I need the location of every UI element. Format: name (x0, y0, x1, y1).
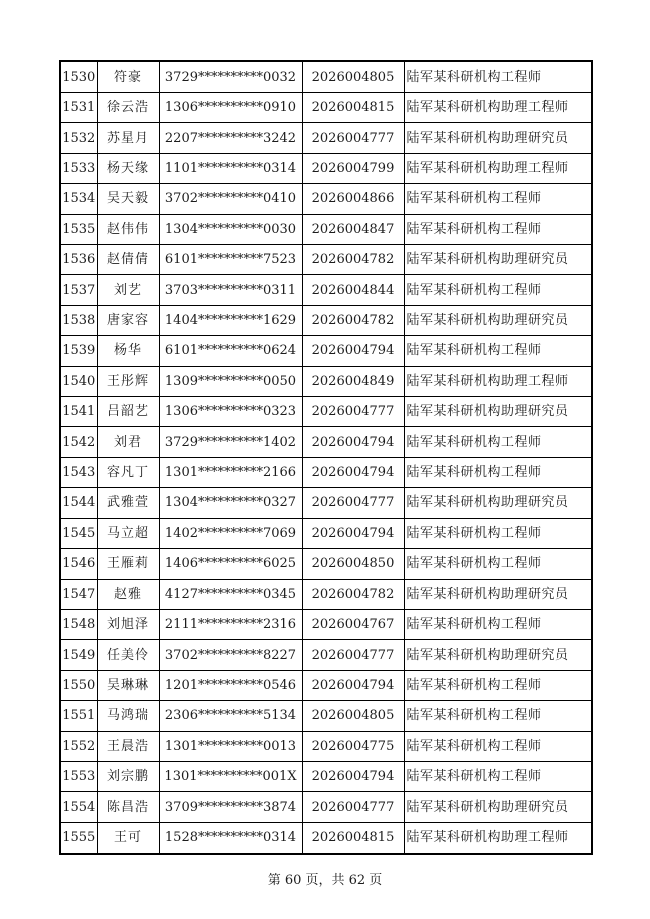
table-row (60, 670, 592, 700)
cell-application-number: 2026004777 (302, 123, 404, 153)
cell-application-number: 2026004794 (302, 427, 404, 457)
cell-name: 刘宗鹏 (97, 761, 159, 791)
table-row (60, 245, 592, 275)
cell-name: 吕韶艺 (97, 397, 159, 427)
cell-application-number: 2026004775 (302, 731, 404, 761)
cell-position-title: 陆军某科研机构工程师 (404, 457, 592, 487)
cell-id-number: 1306**********0910 (159, 93, 302, 123)
table-row (60, 427, 592, 457)
cell-id-number: 1101**********0314 (159, 153, 302, 183)
cell-application-number: 2026004847 (302, 214, 404, 244)
cell-position-title: 陆军某科研机构工程师 (404, 701, 592, 731)
cell-position-title: 陆军某科研机构工程师 (404, 61, 592, 93)
table-row (60, 609, 592, 639)
cell-name: 陈昌浩 (97, 792, 159, 822)
cell-application-number: 2026004782 (302, 305, 404, 335)
cell-row-number: 1555 (60, 822, 97, 854)
cell-application-number: 2026004850 (302, 549, 404, 579)
cell-name: 刘君 (97, 427, 159, 457)
cell-position-title: 陆军某科研机构助理研究员 (404, 245, 592, 275)
cell-id-number: 2111**********2316 (159, 609, 302, 639)
cell-position-title: 陆军某科研机构助理研究员 (404, 488, 592, 518)
cell-id-number: 1306**********0323 (159, 397, 302, 427)
cell-row-number: 1547 (60, 579, 97, 609)
cell-id-number: 3702**********0410 (159, 184, 302, 214)
cell-position-title: 陆军某科研机构助理工程师 (404, 366, 592, 396)
cell-row-number: 1535 (60, 214, 97, 244)
cell-name: 容凡丁 (97, 457, 159, 487)
table-row (60, 579, 592, 609)
cell-name: 武雅萱 (97, 488, 159, 518)
cell-name: 赵倩倩 (97, 245, 159, 275)
cell-name: 王雁莉 (97, 549, 159, 579)
cell-row-number: 1540 (60, 366, 97, 396)
table-row (60, 488, 592, 518)
table-row (60, 761, 592, 791)
cell-application-number: 2026004777 (302, 792, 404, 822)
table-row (60, 366, 592, 396)
cell-name: 唐家容 (97, 305, 159, 335)
cell-name: 刘旭泽 (97, 609, 159, 639)
cell-name: 杨华 (97, 336, 159, 366)
cell-position-title: 陆军某科研机构助理研究员 (404, 305, 592, 335)
cell-position-title: 陆军某科研机构助理研究员 (404, 792, 592, 822)
cell-id-number: 3702**********8227 (159, 640, 302, 670)
cell-application-number: 2026004805 (302, 701, 404, 731)
cell-id-number: 3729**********0032 (159, 61, 302, 93)
cell-position-title: 陆军某科研机构工程师 (404, 427, 592, 457)
cell-position-title: 陆军某科研机构工程师 (404, 761, 592, 791)
cell-name: 吴琳琳 (97, 670, 159, 700)
cell-row-number: 1551 (60, 701, 97, 731)
table-body (60, 61, 592, 854)
cell-row-number: 1541 (60, 397, 97, 427)
cell-position-title: 陆军某科研机构工程师 (404, 184, 592, 214)
table-row (60, 61, 592, 93)
cell-row-number: 1552 (60, 731, 97, 761)
table-row (60, 123, 592, 153)
cell-id-number: 1404**********1629 (159, 305, 302, 335)
cell-name: 吴天毅 (97, 184, 159, 214)
cell-id-number: 1304**********0030 (159, 214, 302, 244)
cell-row-number: 1544 (60, 488, 97, 518)
cell-position-title: 陆军某科研机构工程师 (404, 518, 592, 548)
cell-application-number: 2026004805 (302, 61, 404, 93)
table-row (60, 153, 592, 183)
cell-application-number: 2026004799 (302, 153, 404, 183)
cell-application-number: 2026004794 (302, 761, 404, 791)
cell-row-number: 1554 (60, 792, 97, 822)
cell-row-number: 1536 (60, 245, 97, 275)
cell-position-title: 陆军某科研机构助理研究员 (404, 579, 592, 609)
cell-id-number: 4127**********0345 (159, 579, 302, 609)
cell-name: 符豪 (97, 61, 159, 93)
cell-row-number: 1543 (60, 457, 97, 487)
cell-row-number: 1530 (60, 61, 97, 93)
cell-name: 徐云浩 (97, 93, 159, 123)
cell-application-number: 2026004794 (302, 336, 404, 366)
cell-name: 刘艺 (97, 275, 159, 305)
cell-application-number: 2026004849 (302, 366, 404, 396)
cell-row-number: 1545 (60, 518, 97, 548)
cell-position-title: 陆军某科研机构助理工程师 (404, 93, 592, 123)
cell-application-number: 2026004777 (302, 488, 404, 518)
table-row (60, 93, 592, 123)
table-row (60, 701, 592, 731)
cell-row-number: 1542 (60, 427, 97, 457)
cell-id-number: 1201**********0546 (159, 670, 302, 700)
cell-row-number: 1534 (60, 184, 97, 214)
cell-id-number: 3709**********3874 (159, 792, 302, 822)
cell-row-number: 1537 (60, 275, 97, 305)
table-row (60, 640, 592, 670)
cell-name: 任美伶 (97, 640, 159, 670)
table-row (60, 457, 592, 487)
personnel-roster-table (59, 60, 593, 855)
cell-name: 马立超 (97, 518, 159, 548)
cell-application-number: 2026004777 (302, 397, 404, 427)
cell-position-title: 陆军某科研机构助理研究员 (404, 397, 592, 427)
cell-id-number: 1301**********2166 (159, 457, 302, 487)
cell-id-number: 2306**********5134 (159, 701, 302, 731)
table-row (60, 518, 592, 548)
table-row (60, 792, 592, 822)
cell-application-number: 2026004794 (302, 457, 404, 487)
cell-name: 王可 (97, 822, 159, 854)
cell-position-title: 陆军某科研机构工程师 (404, 214, 592, 244)
cell-position-title: 陆军某科研机构工程师 (404, 275, 592, 305)
table-row (60, 184, 592, 214)
cell-id-number: 1402**********7069 (159, 518, 302, 548)
cell-id-number: 6101**********0624 (159, 336, 302, 366)
cell-id-number: 1301**********0013 (159, 731, 302, 761)
table-row (60, 275, 592, 305)
table-row (60, 336, 592, 366)
cell-position-title: 陆军某科研机构工程师 (404, 549, 592, 579)
cell-application-number: 2026004794 (302, 670, 404, 700)
cell-row-number: 1538 (60, 305, 97, 335)
cell-position-title: 陆军某科研机构工程师 (404, 670, 592, 700)
cell-row-number: 1539 (60, 336, 97, 366)
cell-name: 杨天缘 (97, 153, 159, 183)
cell-row-number: 1548 (60, 609, 97, 639)
cell-id-number: 1406**********6025 (159, 549, 302, 579)
cell-name: 赵伟伟 (97, 214, 159, 244)
cell-id-number: 3703**********0311 (159, 275, 302, 305)
cell-name: 王晨浩 (97, 731, 159, 761)
cell-application-number: 2026004794 (302, 518, 404, 548)
cell-position-title: 陆军某科研机构工程师 (404, 336, 592, 366)
cell-id-number: 6101**********7523 (159, 245, 302, 275)
cell-position-title: 陆军某科研机构助理工程师 (404, 822, 592, 854)
cell-name: 苏星月 (97, 123, 159, 153)
cell-row-number: 1532 (60, 123, 97, 153)
cell-row-number: 1549 (60, 640, 97, 670)
cell-application-number: 2026004866 (302, 184, 404, 214)
cell-application-number: 2026004782 (302, 245, 404, 275)
cell-position-title: 陆军某科研机构工程师 (404, 609, 592, 639)
page-number-footer: 第 60 页，共 62 页 (267, 873, 383, 888)
table-row (60, 731, 592, 761)
cell-id-number: 1528**********0314 (159, 822, 302, 854)
cell-row-number: 1550 (60, 670, 97, 700)
table-row (60, 214, 592, 244)
cell-id-number: 2207**********3242 (159, 123, 302, 153)
cell-application-number: 2026004782 (302, 579, 404, 609)
cell-row-number: 1546 (60, 549, 97, 579)
cell-name: 王彤辉 (97, 366, 159, 396)
table-row (60, 305, 592, 335)
cell-position-title: 陆军某科研机构工程师 (404, 731, 592, 761)
cell-application-number: 2026004777 (302, 640, 404, 670)
cell-name: 马鸿瑞 (97, 701, 159, 731)
cell-row-number: 1531 (60, 93, 97, 123)
cell-row-number: 1553 (60, 761, 97, 791)
cell-application-number: 2026004815 (302, 822, 404, 854)
cell-id-number: 1304**********0327 (159, 488, 302, 518)
cell-position-title: 陆军某科研机构助理研究员 (404, 640, 592, 670)
cell-id-number: 1301**********001X (159, 761, 302, 791)
cell-name: 赵雅 (97, 579, 159, 609)
cell-position-title: 陆军某科研机构助理研究员 (404, 123, 592, 153)
cell-row-number: 1533 (60, 153, 97, 183)
cell-position-title: 陆军某科研机构助理工程师 (404, 153, 592, 183)
cell-id-number: 3729**********1402 (159, 427, 302, 457)
cell-application-number: 2026004767 (302, 609, 404, 639)
table-row (60, 549, 592, 579)
cell-application-number: 2026004815 (302, 93, 404, 123)
table-row (60, 822, 592, 854)
cell-id-number: 1309**********0050 (159, 366, 302, 396)
cell-application-number: 2026004844 (302, 275, 404, 305)
table-row (60, 397, 592, 427)
